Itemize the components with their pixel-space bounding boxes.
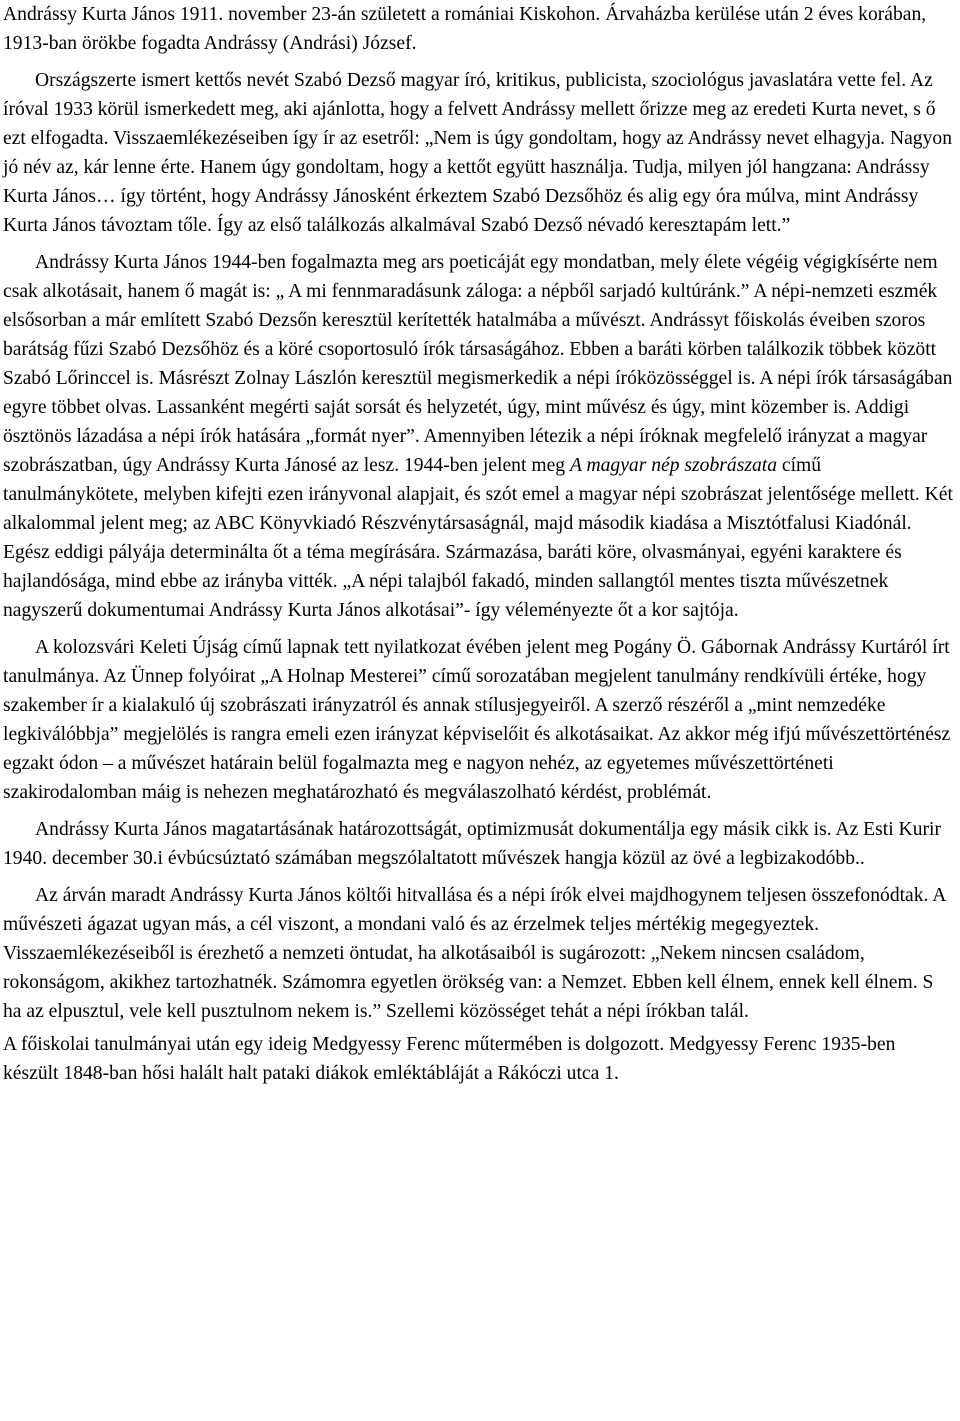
book-title: A magyar nép szobrászata bbox=[569, 455, 777, 476]
document-page bbox=[3, 0, 955, 1088]
paragraph-credo: Az árván maradt Andrássy Kurta János költői hitvallása és a népi írók elvei majdhogynem teljesen összefonódtak. A művészeti ágazat ugyan más, a cél viszont, a mondani való és az érzelmek teljes mértékig megegyeztek. Visszaemlékezéseiből is érezhető a nemzeti öntudat, ha alkotásaiból is sugározott: „Nekem nincsen családom, rokonságom, akikhez tartozhatnék. Számomra egyetlen örökség van: a Nemzet. Ebben kell élnem, ennek kell élnem. S ha az elpusztul, vele kell pusztulnom nekem is.” Szellemi közösséget tehát a népi írókban talál. bbox=[3, 885, 946, 1022]
paragraph-name-origin: Országszerte ismert kettős nevét Szabó Dezső magyar író, kritikus, publicista, szociológus javaslatára vette fel. Az íróval 1933 körül ismerkedett meg, aki ajánlotta, hogy a felvett Andrássy mellett őrizze meg az eredeti Kurta nevet, s ő ezt elfogadta. Visszaemlékezéseiben így ír az esetről: „Nem is úgy gondoltam, hogy az Andrássy nevet elhagyja. Nagyon jó név az, kár lenne érte. Hanem úgy gondoltam, hogy a kettőt együtt használja. Tudja, milyen jól hangzana: Andrássy Kurta János… így történt, hogy Andrássy Jánosként érkeztem Szabó Dezsőhöz és alig egy óra múlva, mint Andrássy Kurta János távoztam tőle. Így az első találkozás alkalmával Szabó Dezső névadó keresztapám lett.” bbox=[3, 70, 952, 236]
paragraph-pogany-study: A kolozsvári Keleti Újság című lapnak tett nyilatkozat évében jelent meg Pogány Ö. Gábornak Andrássy Kurtáról írt tanulmánya. Az Ünnep folyóirat „A Holnap Mesterei” című sorozatában megjelent tanulmány rendkívüli értéke, hogy szakember ír a kialakuló új szobrászati irányzatról és annak stílusjegyeiről. A szerző részéről a „mint nemzedéke legkiválóbbja” megjelölés is rangra emeli ezen irányzat képviselőit és alkotásaikat. Az akkor még ifjú művészettörténész egzakt ódon – a művészet határain belül fogalmazta meg e nagyon nehéz, az egyetemes művészettörténeti szakirodalomban máig is nehezen meghatározható és megválaszolható kérdést, problémát. bbox=[3, 637, 951, 803]
paragraph-medgyessy: A főiskolai tanulmányai után egy ideig Medgyessy Ferenc műtermében is dolgozott. Medgyessy Ferenc 1935-ben készült 1848-ban hősi halált halt pataki diákok emléktábláját a Rákóczi utca 1. bbox=[3, 1034, 896, 1084]
paragraph-ars-poetica bbox=[3, 248, 955, 625]
paragraph-ars-poetica-text-2: című tanulmánykötete, melyben kifejti ezen irányvonal alapjait, és szót emel a magyar népi szobrászat jelentősége mellett. Két alkalommal jelent meg; az ABC Könyvkiadó Részvénytársaságnál, majd második kiadása a Misztótfalusi Kiadónál. Egész eddigi pályája determinálta őt a téma megírására. Származása, baráti köre, olvasmányai, egyéni karaktere és hajlandósága, mind ebbe az irányba vitték. „A népi talajból fakadó, minden sallangtól mentes tiszta művészetnek nagyszerű dokumentumai Andrássy Kurta János alkotásai”- így véleményezte őt a kor sajtója. bbox=[3, 455, 953, 621]
paragraph-esti-kurir: Andrássy Kurta János magatartásának határozottságát, optimizmusát dokumentálja egy másik cikk is. Az Esti Kurir 1940. december 30.i évbúcsúztató számában megszólaltatott művészek hangja közül az övé a legbizakodóbb.. bbox=[3, 819, 941, 869]
paragraph-ars-poetica-text-1: Andrássy Kurta János 1944-ben fogalmazta meg ars poeticáját egy mondatban, mely élete végéig végigkísérte nem csak alkotásait, hanem ő magát is: „ A mi fennmaradásunk záloga: a népből sarjadó kultúránk.” A népi-nemzeti eszmék elsősorban a már említett Szabó Dezsőn keresztül kerítették hatalmába a művészt. Andrássyt főiskolás éveiben szoros barátság fűzi Szabó Dezsőhöz és a köré csoportosuló írók társaságához. Ebben a baráti körben találkozik többek között Szabó Lőrinccel is. Másrészt Zolnay Lászlón keresztül megismerkedik a népi íróközösséggel is. A népi írók társaságában egyre többet olvas. Lassanként megérti saját sorsát és helyzetét, úgy, mint művész és úgy, mint közember is. Addigi ösztönös lázadása a népi írók hatására „formát nyer”. Amennyiben létezik a népi íróknak megfelelő irányzat a magyar szobrászatban, úgy Andrássy Kurta Jánosé az lesz. 1944-ben jelent meg bbox=[3, 252, 953, 476]
paragraph-birth: Andrássy Kurta János 1911. november 23-án született a romániai Kiskohon. Árvaházba kerülése után 2 éves korában, 1913-ban örökbe fogadta Andrássy (Andrási) József. bbox=[3, 4, 927, 54]
